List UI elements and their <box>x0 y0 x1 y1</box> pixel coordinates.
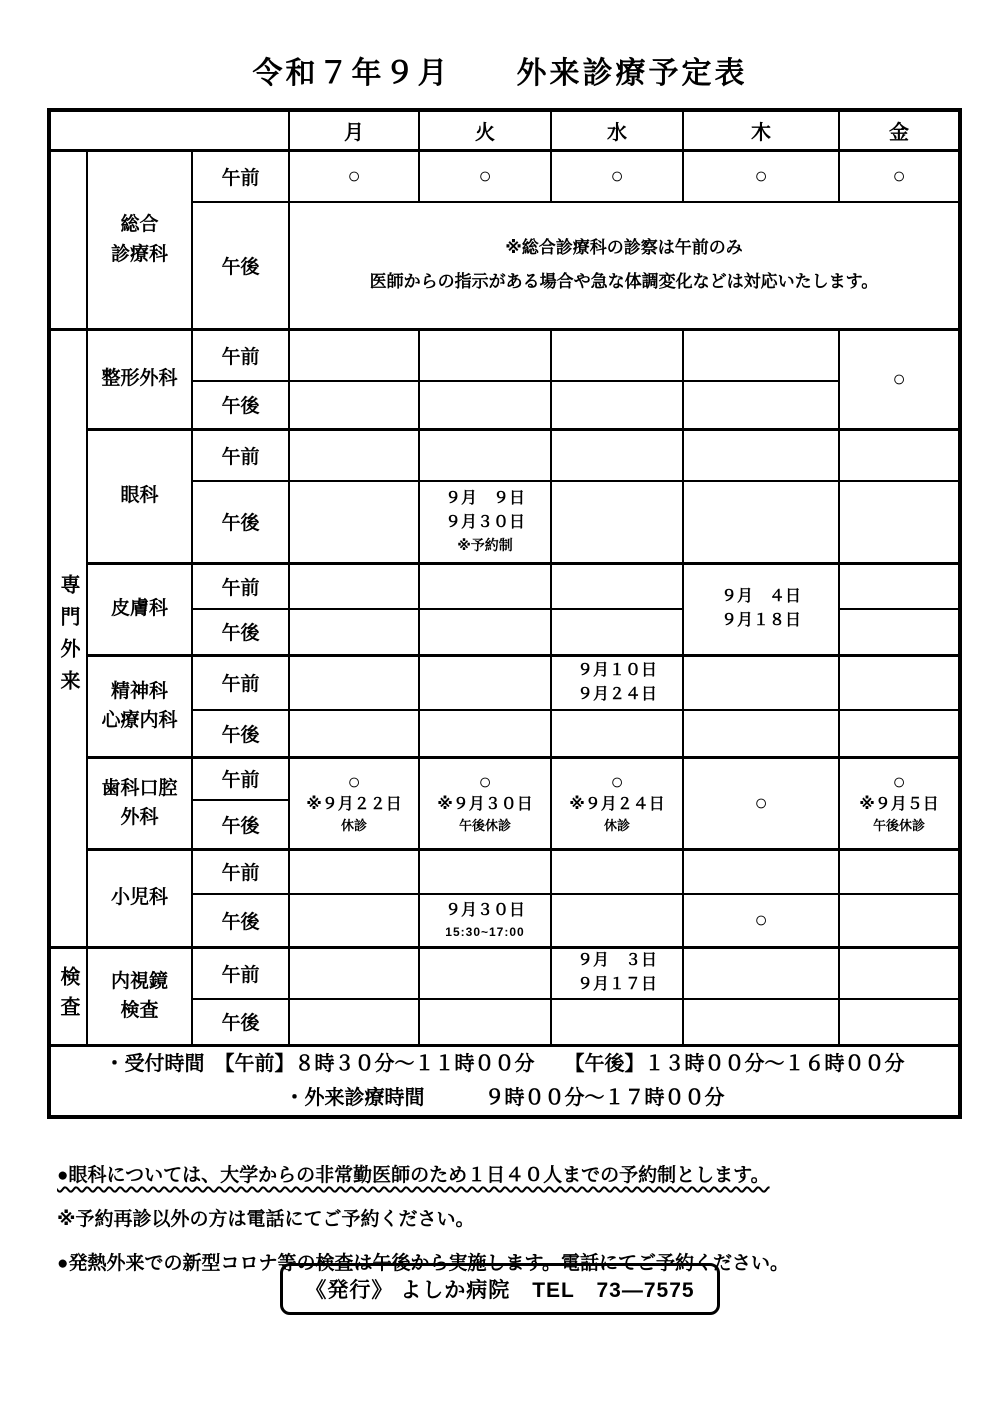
cell-ganka-pm-tue <box>419 481 551 563</box>
cell-seikei-am-tue <box>419 329 551 381</box>
row-seishin-am <box>49 655 960 710</box>
cell-shoni-pm-thu <box>683 894 839 947</box>
cell-ganka-am-wed <box>551 429 683 481</box>
ampm-seishin-pm: 午後 <box>192 710 289 757</box>
cell-shika-mon <box>289 757 419 849</box>
open-mark: ○ <box>347 163 361 189</box>
group-kensa-label: 検査 <box>57 966 79 1026</box>
cell-hifu-pm-wed <box>551 609 683 655</box>
cell-sogo-pm-note <box>289 202 960 329</box>
cell-naishikyo-pm-fri <box>839 999 960 1045</box>
cell-sogo-am-tue <box>419 150 551 202</box>
naishikyo-date-1: ９月 ３日 <box>576 952 657 970</box>
hifu-date-2: ９月１８日 <box>720 612 801 629</box>
cell-seishin-am-fri <box>839 655 960 710</box>
hours-cell <box>49 1045 960 1117</box>
cell-naishikyo-pm-mon <box>289 999 419 1045</box>
cell-naishikyo-pm-tue <box>419 999 551 1045</box>
cell-seikei-am-thu <box>683 329 839 381</box>
cell-naishikyo-am-wed <box>551 947 683 999</box>
day-header-tue: 火 <box>419 110 551 150</box>
corner-cell <box>49 110 289 150</box>
hours-line2: ・外来診療時間 ９時００分～１７時００分 <box>284 1086 725 1109</box>
cell-ganka-am-fri <box>839 429 960 481</box>
shoni-time: 15:30~17:00 <box>445 924 525 939</box>
footnote-reservation: ※予約再診以外の方は電話にてご予約ください。 <box>57 1209 475 1230</box>
ganka-date-2: ９月３０日 <box>444 514 525 532</box>
cell-shoni-pm-wed <box>551 894 683 947</box>
cell-shoni-am-fri <box>839 849 960 894</box>
page-title: 令和７年９月 外来診療予定表 <box>252 57 748 90</box>
shika-fri-date: ※９月５日 <box>859 795 939 813</box>
cell-shika-fri <box>839 757 960 849</box>
cell-ganka-am-thu <box>683 429 839 481</box>
cell-sogo-am-fri <box>839 150 960 202</box>
cell-hifu-am-wed <box>551 563 683 609</box>
open-mark: ○ <box>892 163 906 189</box>
row-shoni-am <box>49 849 960 894</box>
cell-shoni-pm-tue <box>419 894 551 947</box>
seishin-date-1: ９月１０日 <box>576 661 657 679</box>
row-sogo-am <box>49 150 960 202</box>
ampm-sogo-am: 午前 <box>192 150 289 202</box>
cell-hifu-pm-fri <box>839 609 960 655</box>
cell-naishikyo-am-thu <box>683 947 839 999</box>
shika-tue-note: 午後休診 <box>458 817 511 833</box>
ampm-hifu-pm: 午後 <box>192 609 289 655</box>
shoni-date: ９月３０日 <box>444 901 525 919</box>
publisher-box <box>280 1263 720 1315</box>
cell-shoni-pm-mon <box>289 894 419 947</box>
ampm-shoni-am: 午前 <box>192 849 289 894</box>
open-mark: ○ <box>892 768 906 794</box>
cell-sogo-am-mon <box>289 150 419 202</box>
ampm-shoni-pm: 午後 <box>192 894 289 947</box>
dept-shika-line1: 歯科口腔 <box>101 777 178 799</box>
dept-ganka: 眼科 <box>87 429 192 563</box>
sogo-pm-note-line1: ※総合診療科の診察は午前のみ <box>505 238 743 258</box>
cell-sogo-am-thu <box>683 150 839 202</box>
cell-hifu-am-mon <box>289 563 419 609</box>
cell-seishin-pm-tue <box>419 710 551 757</box>
shika-fri-note: 午後休診 <box>872 817 925 833</box>
ampm-seikei-am: 午前 <box>192 329 289 381</box>
ampm-hifu-am: 午前 <box>192 563 289 609</box>
dept-seishin-line2: 心療内科 <box>101 710 178 731</box>
dept-shika-line2: 外科 <box>120 807 159 828</box>
ampm-shika-am: 午前 <box>192 757 289 800</box>
dept-sogo <box>87 150 192 329</box>
cell-seishin-am-tue <box>419 655 551 710</box>
shika-wed-note: 休診 <box>603 817 630 833</box>
ganka-note: ※予約制 <box>457 537 513 554</box>
row-shika-am <box>49 757 960 800</box>
schedule-table <box>47 108 962 1119</box>
row-ganka-am <box>49 429 960 481</box>
dept-seishin <box>87 655 192 757</box>
dept-sogo-line1: 総合 <box>120 214 159 236</box>
cell-hifu-thu <box>683 563 839 655</box>
day-header-mon: 月 <box>289 110 419 150</box>
shika-tue-date: ※９月３０日 <box>437 795 533 813</box>
publisher-text: 《発行》 よしか病院 TEL 73―7575 <box>305 1279 695 1302</box>
ampm-seikei-pm: 午後 <box>192 381 289 429</box>
cell-shika-tue <box>419 757 551 849</box>
cell-shika-thu <box>683 757 839 849</box>
dept-naishikyo <box>87 947 192 1045</box>
row-hours <box>49 1045 960 1117</box>
dept-seikei: 整形外科 <box>87 329 192 429</box>
cell-ganka-pm-thu <box>683 481 839 563</box>
cell-hifu-am-tue <box>419 563 551 609</box>
cell-seishin-am-thu <box>683 655 839 710</box>
shika-mon-date: ※９月２２日 <box>306 795 402 813</box>
open-mark: ○ <box>892 366 906 391</box>
cell-hifu-pm-mon <box>289 609 419 655</box>
cell-seikei-pm-thu <box>683 381 839 429</box>
footnote-ganka: ●眼科については、大学からの非常勤医師のため１日４０人までの予約制とします。 <box>57 1165 770 1186</box>
cell-ganka-am-mon <box>289 429 419 481</box>
cell-shoni-am-thu <box>683 849 839 894</box>
dept-shika <box>87 757 192 849</box>
dept-hifu: 皮膚科 <box>87 563 192 655</box>
naishikyo-date-2: ９月１７日 <box>576 976 657 994</box>
cell-shoni-am-tue <box>419 849 551 894</box>
cell-ganka-pm-mon <box>289 481 419 563</box>
ampm-naishikyo-am: 午前 <box>192 947 289 999</box>
cell-seikei-am-wed <box>551 329 683 381</box>
footnote-fever: ●発熱外来での新型コロナ等の検査は午後から実施します。電話にてご予約ください。 <box>57 1253 789 1274</box>
cell-seishin-am-mon <box>289 655 419 710</box>
cell-seishin-pm-wed <box>551 710 683 757</box>
cell-ganka-am-tue <box>419 429 551 481</box>
cell-seishin-am-wed <box>551 655 683 710</box>
cell-ganka-pm-wed <box>551 481 683 563</box>
group-senmon <box>49 329 87 947</box>
open-mark: ○ <box>478 163 492 189</box>
cell-seishin-pm-thu <box>683 710 839 757</box>
group-kensa <box>49 947 87 1045</box>
cell-seikei-am-mon <box>289 329 419 381</box>
cell-seikei-pm-tue <box>419 381 551 429</box>
hifu-date-1: ９月 ４日 <box>720 588 801 605</box>
open-mark: ○ <box>478 768 492 794</box>
day-header-thu: 木 <box>683 110 839 150</box>
cell-naishikyo-pm-thu <box>683 999 839 1045</box>
row-naishikyo-am <box>49 947 960 999</box>
cell-shoni-pm-fri <box>839 894 960 947</box>
cell-seikei-pm-wed <box>551 381 683 429</box>
day-header-fri: 金 <box>839 110 960 150</box>
ampm-naishikyo-pm: 午後 <box>192 999 289 1045</box>
ampm-seishin-am: 午前 <box>192 655 289 710</box>
cell-shoni-am-mon <box>289 849 419 894</box>
cell-seikei-pm-mon <box>289 381 419 429</box>
cell-seishin-pm-mon <box>289 710 419 757</box>
cell-seishin-pm-fri <box>839 710 960 757</box>
cell-naishikyo-am-tue <box>419 947 551 999</box>
cell-hifu-pm-tue <box>419 609 551 655</box>
ampm-ganka-am: 午前 <box>192 429 289 481</box>
dept-shoni: 小児科 <box>87 849 192 947</box>
ampm-sogo-pm: 午後 <box>192 202 289 329</box>
open-mark: ○ <box>754 790 768 815</box>
shika-wed-date: ※９月２４日 <box>569 795 665 813</box>
cell-ganka-pm-fri <box>839 481 960 563</box>
cell-naishikyo-pm-wed <box>551 999 683 1045</box>
row-seikei-am <box>49 329 960 381</box>
dept-naishikyo-line2: 検査 <box>120 1000 159 1021</box>
group-cell-blank <box>49 150 87 329</box>
shika-mon-note: 休診 <box>340 817 367 833</box>
dept-naishikyo-line1: 内視鏡 <box>110 970 168 992</box>
dept-sogo-line2: 診療科 <box>110 243 168 265</box>
row-hifu-am <box>49 563 960 609</box>
open-mark: ○ <box>754 163 768 189</box>
open-mark: ○ <box>754 907 768 933</box>
hours-line1: ・受付時間 【午前】８時３０分～１１時００分 【午後】１３時００分～１６時００分 <box>104 1052 905 1075</box>
day-header-wed: 水 <box>551 110 683 150</box>
cell-hifu-am-fri <box>839 563 960 609</box>
cell-sogo-am-wed <box>551 150 683 202</box>
cell-naishikyo-am-mon <box>289 947 419 999</box>
ampm-shika-pm: 午後 <box>192 800 289 849</box>
dept-seishin-line1: 精神科 <box>110 680 168 702</box>
open-mark: ○ <box>610 768 624 794</box>
sogo-pm-note-line2: 医師からの指示がある場合や急な体調変化などは対応いたします。 <box>369 272 879 292</box>
seishin-date-2: ９月２４日 <box>576 685 657 703</box>
header-row <box>49 110 960 150</box>
cell-seikei-fri <box>839 329 960 429</box>
group-senmon-label: 専門外来 <box>57 574 79 702</box>
open-mark: ○ <box>610 163 624 189</box>
open-mark: ○ <box>347 768 361 794</box>
ampm-ganka-pm: 午後 <box>192 481 289 563</box>
ganka-date-1: ９月 ９日 <box>444 490 525 508</box>
cell-shika-wed <box>551 757 683 849</box>
cell-shoni-am-wed <box>551 849 683 894</box>
cell-naishikyo-am-fri <box>839 947 960 999</box>
